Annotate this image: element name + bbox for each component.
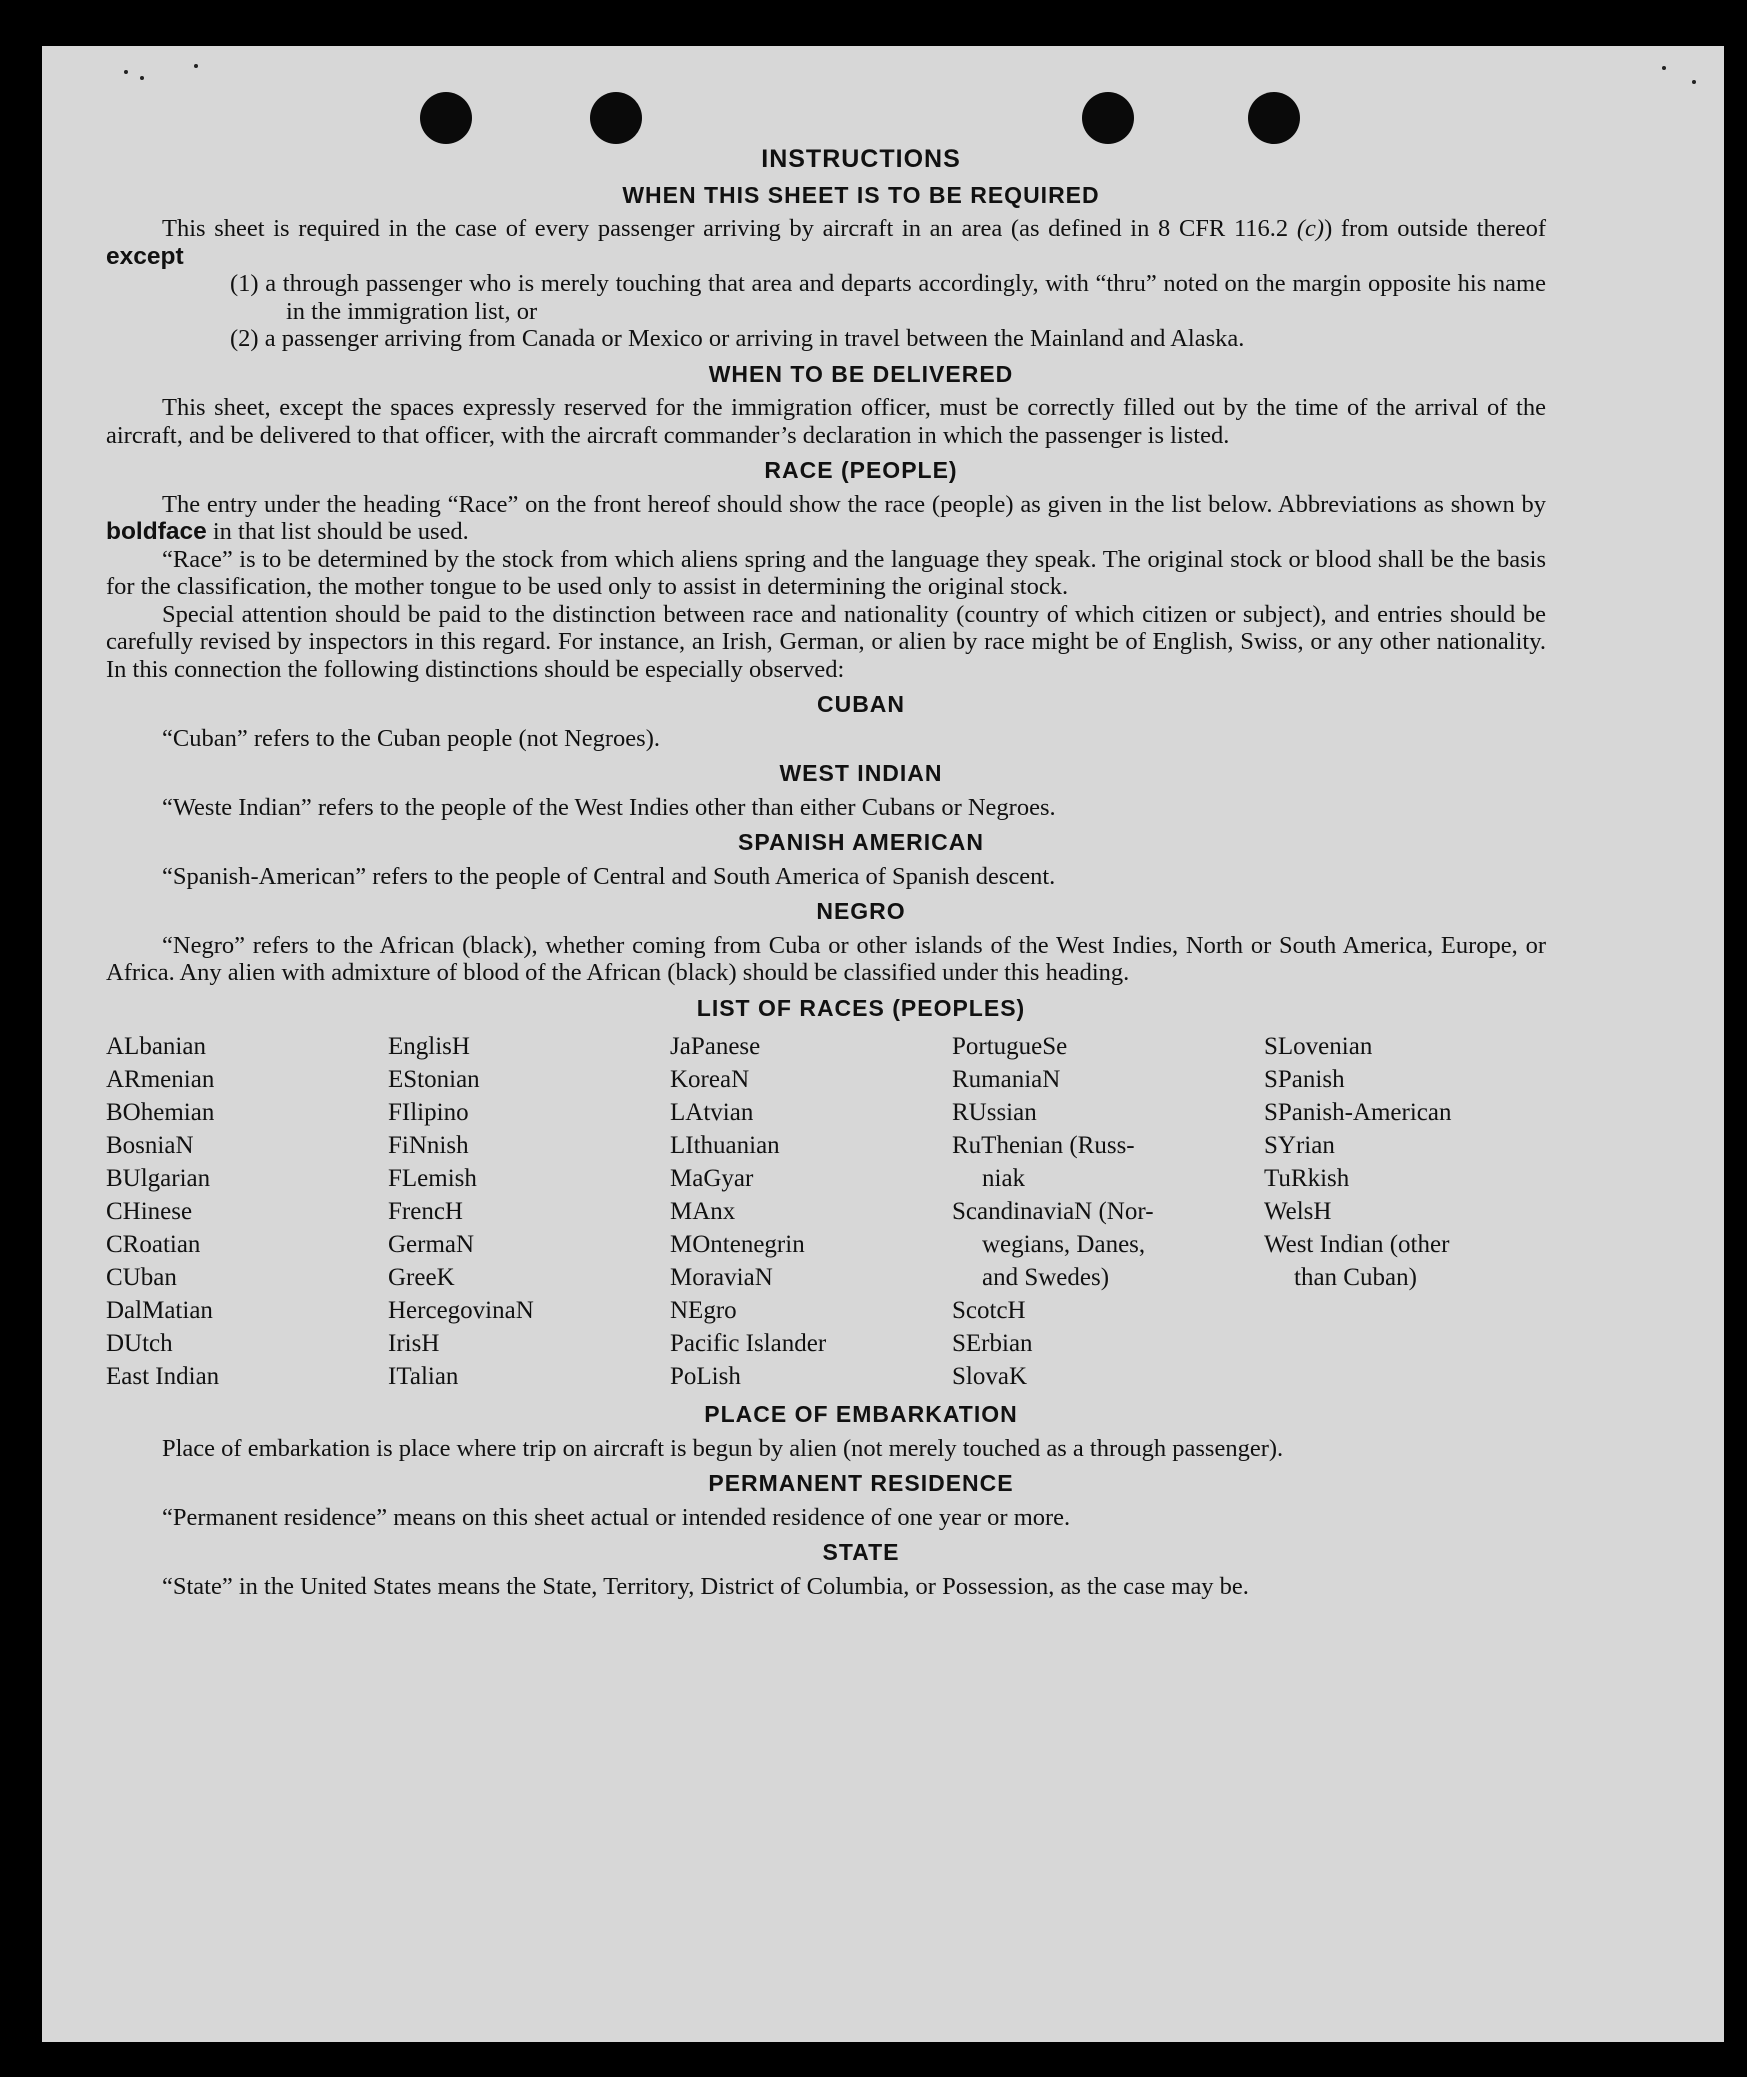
race-entry: GreeK (388, 1264, 455, 1291)
spanish-american-text: “Spanish-American” refers to the people of Central and South America of Spanish descent. (162, 862, 1056, 890)
punch-hole (420, 92, 472, 144)
west-indian-text: “Weste Indian” refers to the people of the West Indies other than either Cubans or Negroes. (162, 793, 1056, 821)
race-entry: SLovenian (1264, 1033, 1373, 1060)
spanish-american-heading: SPANISH AMERICAN (737, 829, 984, 855)
races-list-heading: LIST OF RACES (PEOPLES) (696, 994, 1026, 1021)
document-sheet (42, 46, 1724, 2042)
race-entry: and Swedes) (982, 1264, 1110, 1291)
state-heading: STATE (822, 1539, 900, 1565)
race-entry: SErbian (952, 1330, 1033, 1357)
when-delivered-text: This sheet, except the spaces expressly reserved for the immigration officer, must be correctly filled out by the time of the arrival of the aircraft, and be delivered to that officer, with the aircraft commander’s declaration in which the passenger is listed. (106, 394, 1546, 449)
speck (1692, 80, 1696, 84)
race-entry: LAtvian (670, 1099, 754, 1126)
race-entry: MOntenegrin (670, 1231, 805, 1258)
race-entry: RumaniaN (952, 1066, 1061, 1093)
race-paragraph-2: “Race” is to be determined by the stock from which aliens spring and the language they speak. The original stock or blood shall be the basis for the classification, the mother tongue to be used only to assist in determining the original stock. (106, 545, 1546, 600)
race-entry: CRoatian (106, 1231, 201, 1258)
race-entry: East Indian (106, 1363, 220, 1390)
negro-text: “Negro” refers to the African (black), whether coming from Cuba or other islands of the West Indies, North or South America, Europe, or Africa. Any alien with admixture of blood of the African (black) should be classified under this heading. (106, 931, 1546, 986)
residence-heading: PERMANENT RESIDENCE (708, 1470, 1014, 1496)
race-entry: LIthuanian (670, 1132, 780, 1159)
instructions-content (106, 146, 1546, 1600)
race-entry: EnglisH (388, 1033, 470, 1060)
races-column (952, 1030, 1264, 1393)
races-list (106, 1030, 1586, 1393)
race-entry: SPanish (1264, 1066, 1345, 1093)
punch-hole (1082, 92, 1134, 144)
race-paragraph-1: The entry under the heading “Race” on the front hereof should show the race (people) as given in the list below. Abbreviations as shown by boldface in that list should be used. (106, 490, 1546, 545)
race-paragraph-3: Special attention should be paid to the distinction between race and nationality (country of which citizen or subject), and entries should be carefully revised by inspectors in this regard. For instance, an Irish, German, or alien by race might be of English, Swiss, or any other nationality. In this connection the following distinctions should be especially observed: (106, 600, 1546, 683)
race-entry: JaPanese (670, 1033, 761, 1060)
race-entry: MoraviaN (670, 1264, 773, 1291)
races-column (106, 1030, 388, 1393)
race-entry: than Cuban) (1294, 1264, 1417, 1291)
punch-hole (590, 92, 642, 144)
race-entry: Pacific Islander (670, 1330, 827, 1357)
race-entry: MaGyar (670, 1165, 754, 1192)
races-column (1264, 1030, 1564, 1393)
punch-hole (1248, 92, 1300, 144)
race-entry: CUban (106, 1264, 177, 1291)
race-entry: FrencH (388, 1198, 463, 1225)
race-entry: BOhemian (106, 1099, 215, 1126)
speck (140, 76, 144, 80)
race-entry: DUtch (106, 1330, 173, 1357)
race-entry: SPanish-American (1264, 1099, 1452, 1126)
race-entry: IrisH (388, 1330, 440, 1357)
race-entry: NEgro (670, 1297, 737, 1324)
embarkation-text: Place of embarkation is place where trip on aircraft is begun by alien (not merely touched as a through passenger). (162, 1434, 1284, 1462)
race-entry: RUssian (952, 1099, 1037, 1126)
race-entry: TuRkish (1264, 1165, 1350, 1192)
race-entry: CHinese (106, 1198, 193, 1225)
embarkation-heading: PLACE OF EMBARKATION (704, 1401, 1018, 1427)
race-entry: FLemish (388, 1165, 477, 1192)
exception-item-2: (2) a passenger arriving from Canada or Mexico or arriving in travel between the Mainland and Alaska. (230, 325, 1245, 352)
race-entry: ITalian (388, 1363, 459, 1390)
race-entry: WelsH (1264, 1198, 1332, 1225)
speck (124, 70, 128, 74)
race-entry: EStonian (388, 1066, 480, 1093)
when-required-heading: WHEN THIS SHEET IS TO BE REQUIRED (622, 181, 1100, 208)
race-entry: PoLish (670, 1363, 741, 1390)
speck (1662, 66, 1666, 70)
races-column (670, 1030, 952, 1393)
race-entry: ScotcH (952, 1297, 1026, 1324)
race-entry: HercegovinaN (388, 1297, 534, 1324)
race-entry: SYrian (1264, 1132, 1335, 1159)
boldface-word: boldface (106, 518, 207, 545)
cuban-text: “Cuban” refers to the Cuban people (not Negroes). (162, 724, 660, 752)
race-entry: FIlipino (388, 1099, 469, 1126)
cuban-heading: CUBAN (816, 691, 906, 717)
race-entry: wegians, Danes, (982, 1231, 1146, 1258)
residence-text: “Permanent residence” means on this sheet actual or intended residence of one year or more. (162, 1503, 1071, 1531)
race-entry: West Indian (other (1264, 1231, 1450, 1258)
race-entry: RuThenian (Russ- (952, 1132, 1135, 1159)
race-entry: FiNnish (388, 1132, 469, 1159)
races-column (388, 1030, 670, 1393)
race-entry: BosniaN (106, 1132, 194, 1159)
race-heading: RACE (PEOPLE) (764, 457, 958, 483)
west-indian-heading: WEST INDIAN (779, 760, 943, 786)
race-entry: DalMatian (106, 1297, 213, 1324)
race-entry: KoreaN (670, 1066, 750, 1093)
speck (194, 64, 198, 68)
race-entry: BUlgarian (106, 1165, 211, 1192)
except-word: except (106, 242, 184, 270)
race-entry: PortugueSe (952, 1033, 1068, 1060)
instructions-heading: INSTRUCTIONS (761, 145, 961, 173)
when-required-intro: This sheet is required in the case of every passenger arriving by aircraft in an area (as defined in 8 CFR 116.2 (c)) from outside thereof except (106, 215, 1547, 270)
race-entry: MAnx (670, 1198, 736, 1225)
negro-heading: NEGRO (816, 898, 906, 924)
race-entry: ARmenian (106, 1066, 215, 1093)
race-entry: ALbanian (106, 1033, 206, 1060)
race-entry: niak (982, 1165, 1026, 1192)
race-entry: SlovaK (952, 1363, 1027, 1390)
when-delivered-heading: WHEN TO BE DELIVERED (708, 360, 1014, 387)
race-entry: GermaN (388, 1231, 475, 1258)
race-entry: ScandinaviaN (Nor- (952, 1198, 1154, 1225)
state-text: “State” in the United States means the State, Territory, District of Columbia, or Possession, as the case may be. (162, 1572, 1249, 1600)
exception-item-1: (1) a through passenger who is merely touching that area and departs accordingly, with “thru” noted on the margin opposite his name in the immigration list, or (230, 270, 1546, 325)
